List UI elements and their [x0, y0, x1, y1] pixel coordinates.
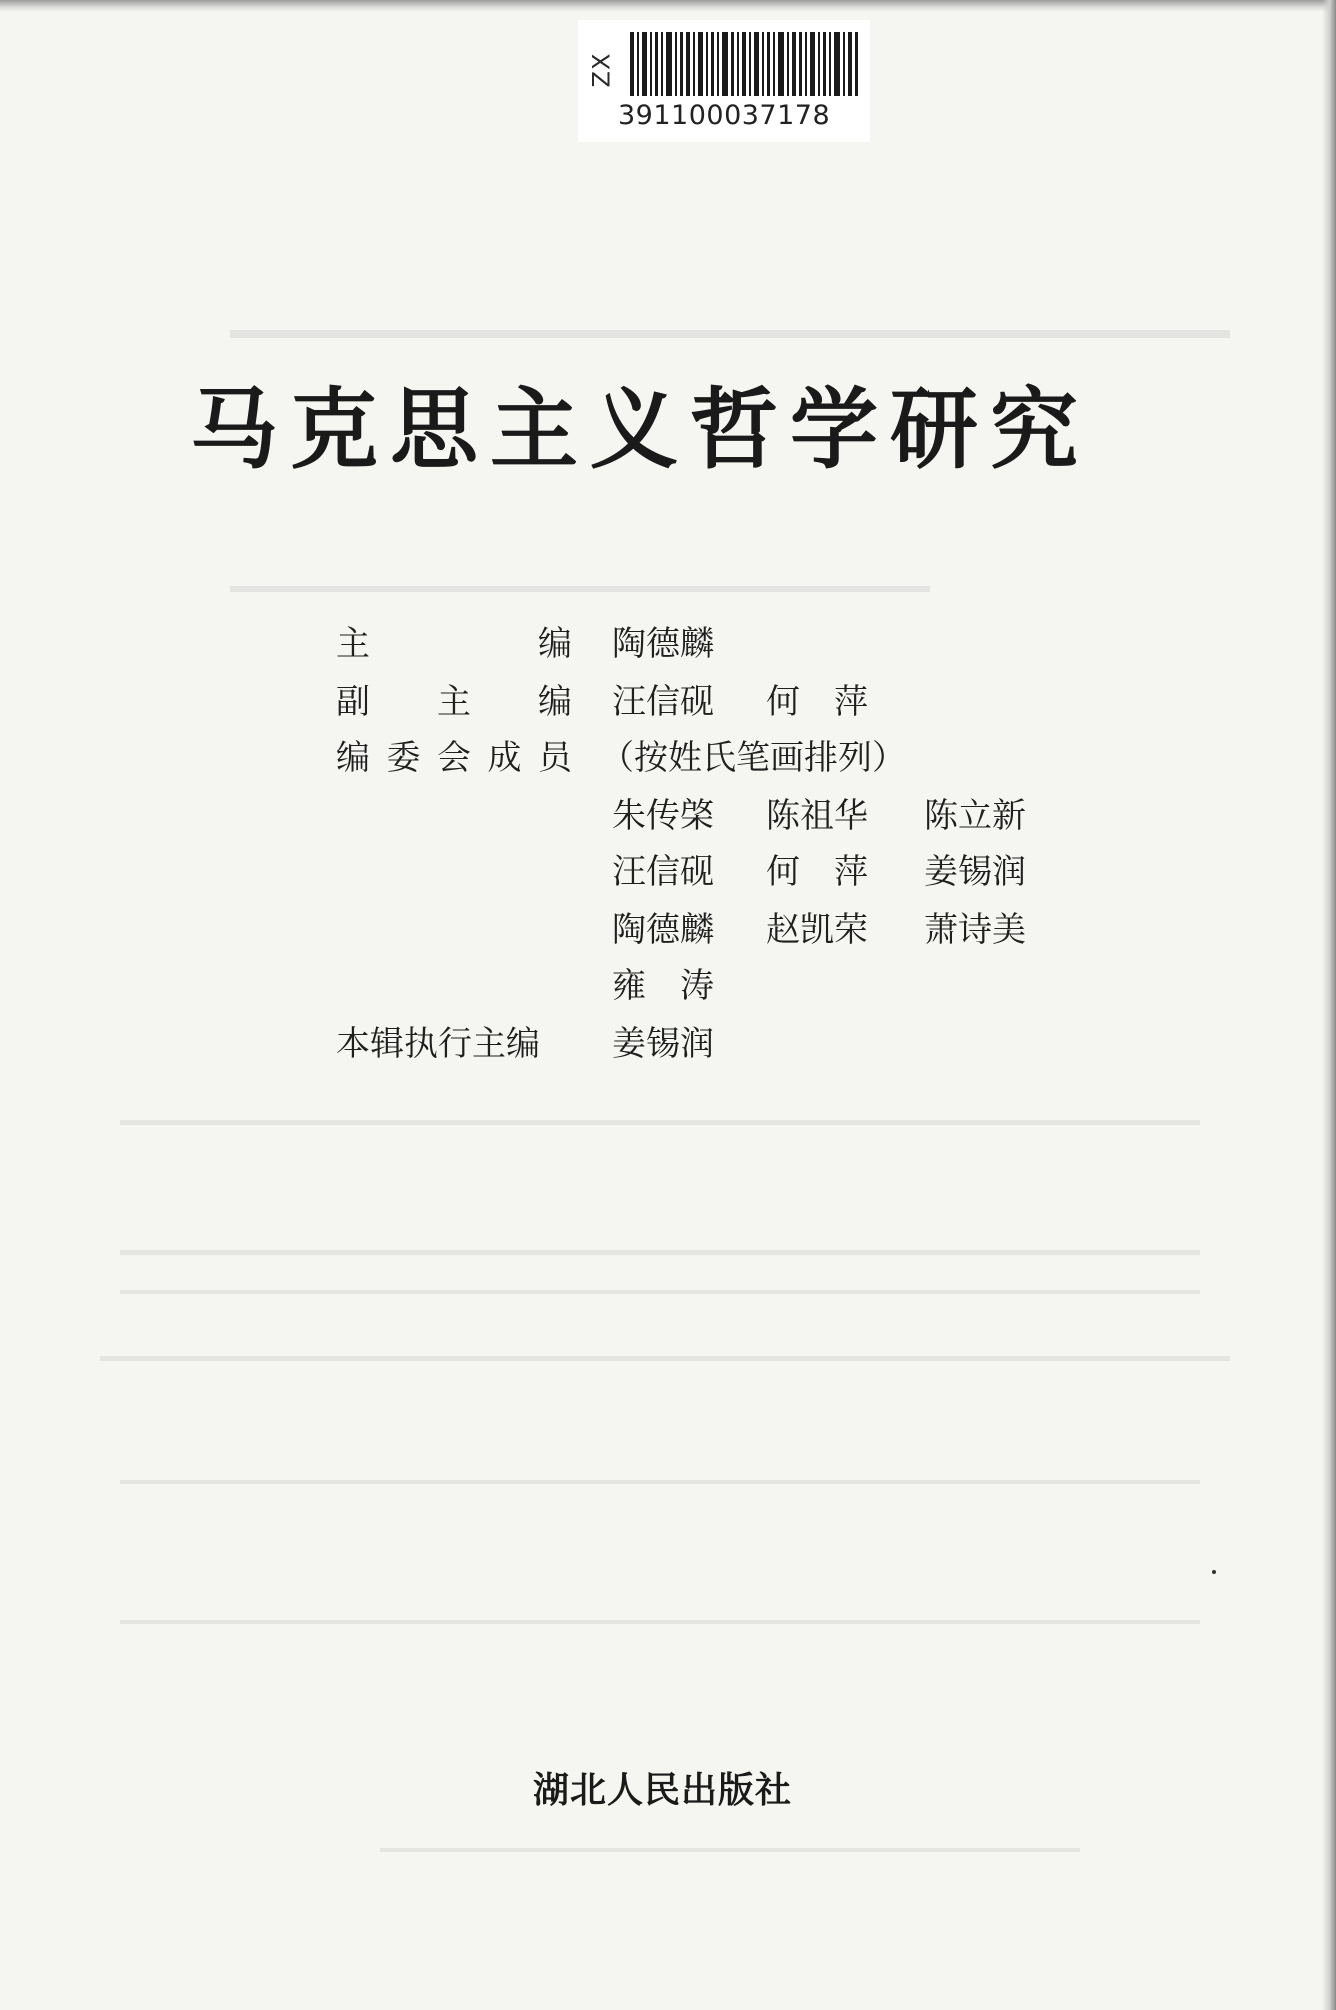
role-char: 委 [386, 738, 421, 778]
committee-role [336, 730, 572, 779]
barcode-prefix: ZX [587, 52, 616, 88]
committee-member: 朱传棨 [612, 796, 714, 836]
role-char: 编 [336, 738, 370, 778]
role-char: 主 [336, 624, 370, 664]
library-barcode-label [578, 20, 870, 142]
barcode-number: 391100037178 [618, 100, 831, 131]
committee-member: 萧诗美 [924, 910, 1026, 950]
book-title: 马克思主义哲学研究 [190, 377, 1091, 481]
role-char: 编 [538, 624, 572, 664]
committee-member: 陶德麟 [612, 910, 714, 950]
role-char: 成 [487, 738, 522, 778]
scan-top-shadow [0, 0, 1336, 12]
committee-member: 何 萍 [766, 852, 868, 892]
committee-member: 汪信砚 [612, 852, 714, 892]
role-char: 主 [437, 682, 471, 722]
chief-editor-name: 陶德麟 [612, 624, 714, 664]
committee-note: （按姓氏笔画排列） [600, 738, 906, 778]
chief-editor-role [336, 616, 572, 665]
committee-member: 陈立新 [924, 796, 1026, 836]
role-char: 编 [538, 682, 572, 722]
role-char: 会 [437, 738, 471, 778]
publisher-name: 湖北人民出版社 [533, 1770, 793, 1811]
committee-member: 陈祖华 [766, 796, 868, 836]
role-char: 员 [538, 738, 572, 778]
committee-member: 赵凯荣 [766, 910, 868, 950]
committee-member: 姜锡润 [924, 852, 1026, 892]
role-char: 副 [336, 682, 370, 722]
scan-right-edge [1322, 0, 1336, 2010]
deputy-editor-name: 何 萍 [766, 682, 868, 722]
deputy-editor-name: 汪信砚 [612, 682, 714, 722]
scan-speck [1212, 1570, 1216, 1574]
executive-editor-role: 本辑执行主编 [336, 1024, 540, 1064]
committee-member: 雍 涛 [612, 966, 714, 1006]
barcode-bars [630, 32, 860, 96]
executive-editor-name: 姜锡润 [612, 1024, 714, 1064]
deputy-editor-role [336, 674, 572, 723]
